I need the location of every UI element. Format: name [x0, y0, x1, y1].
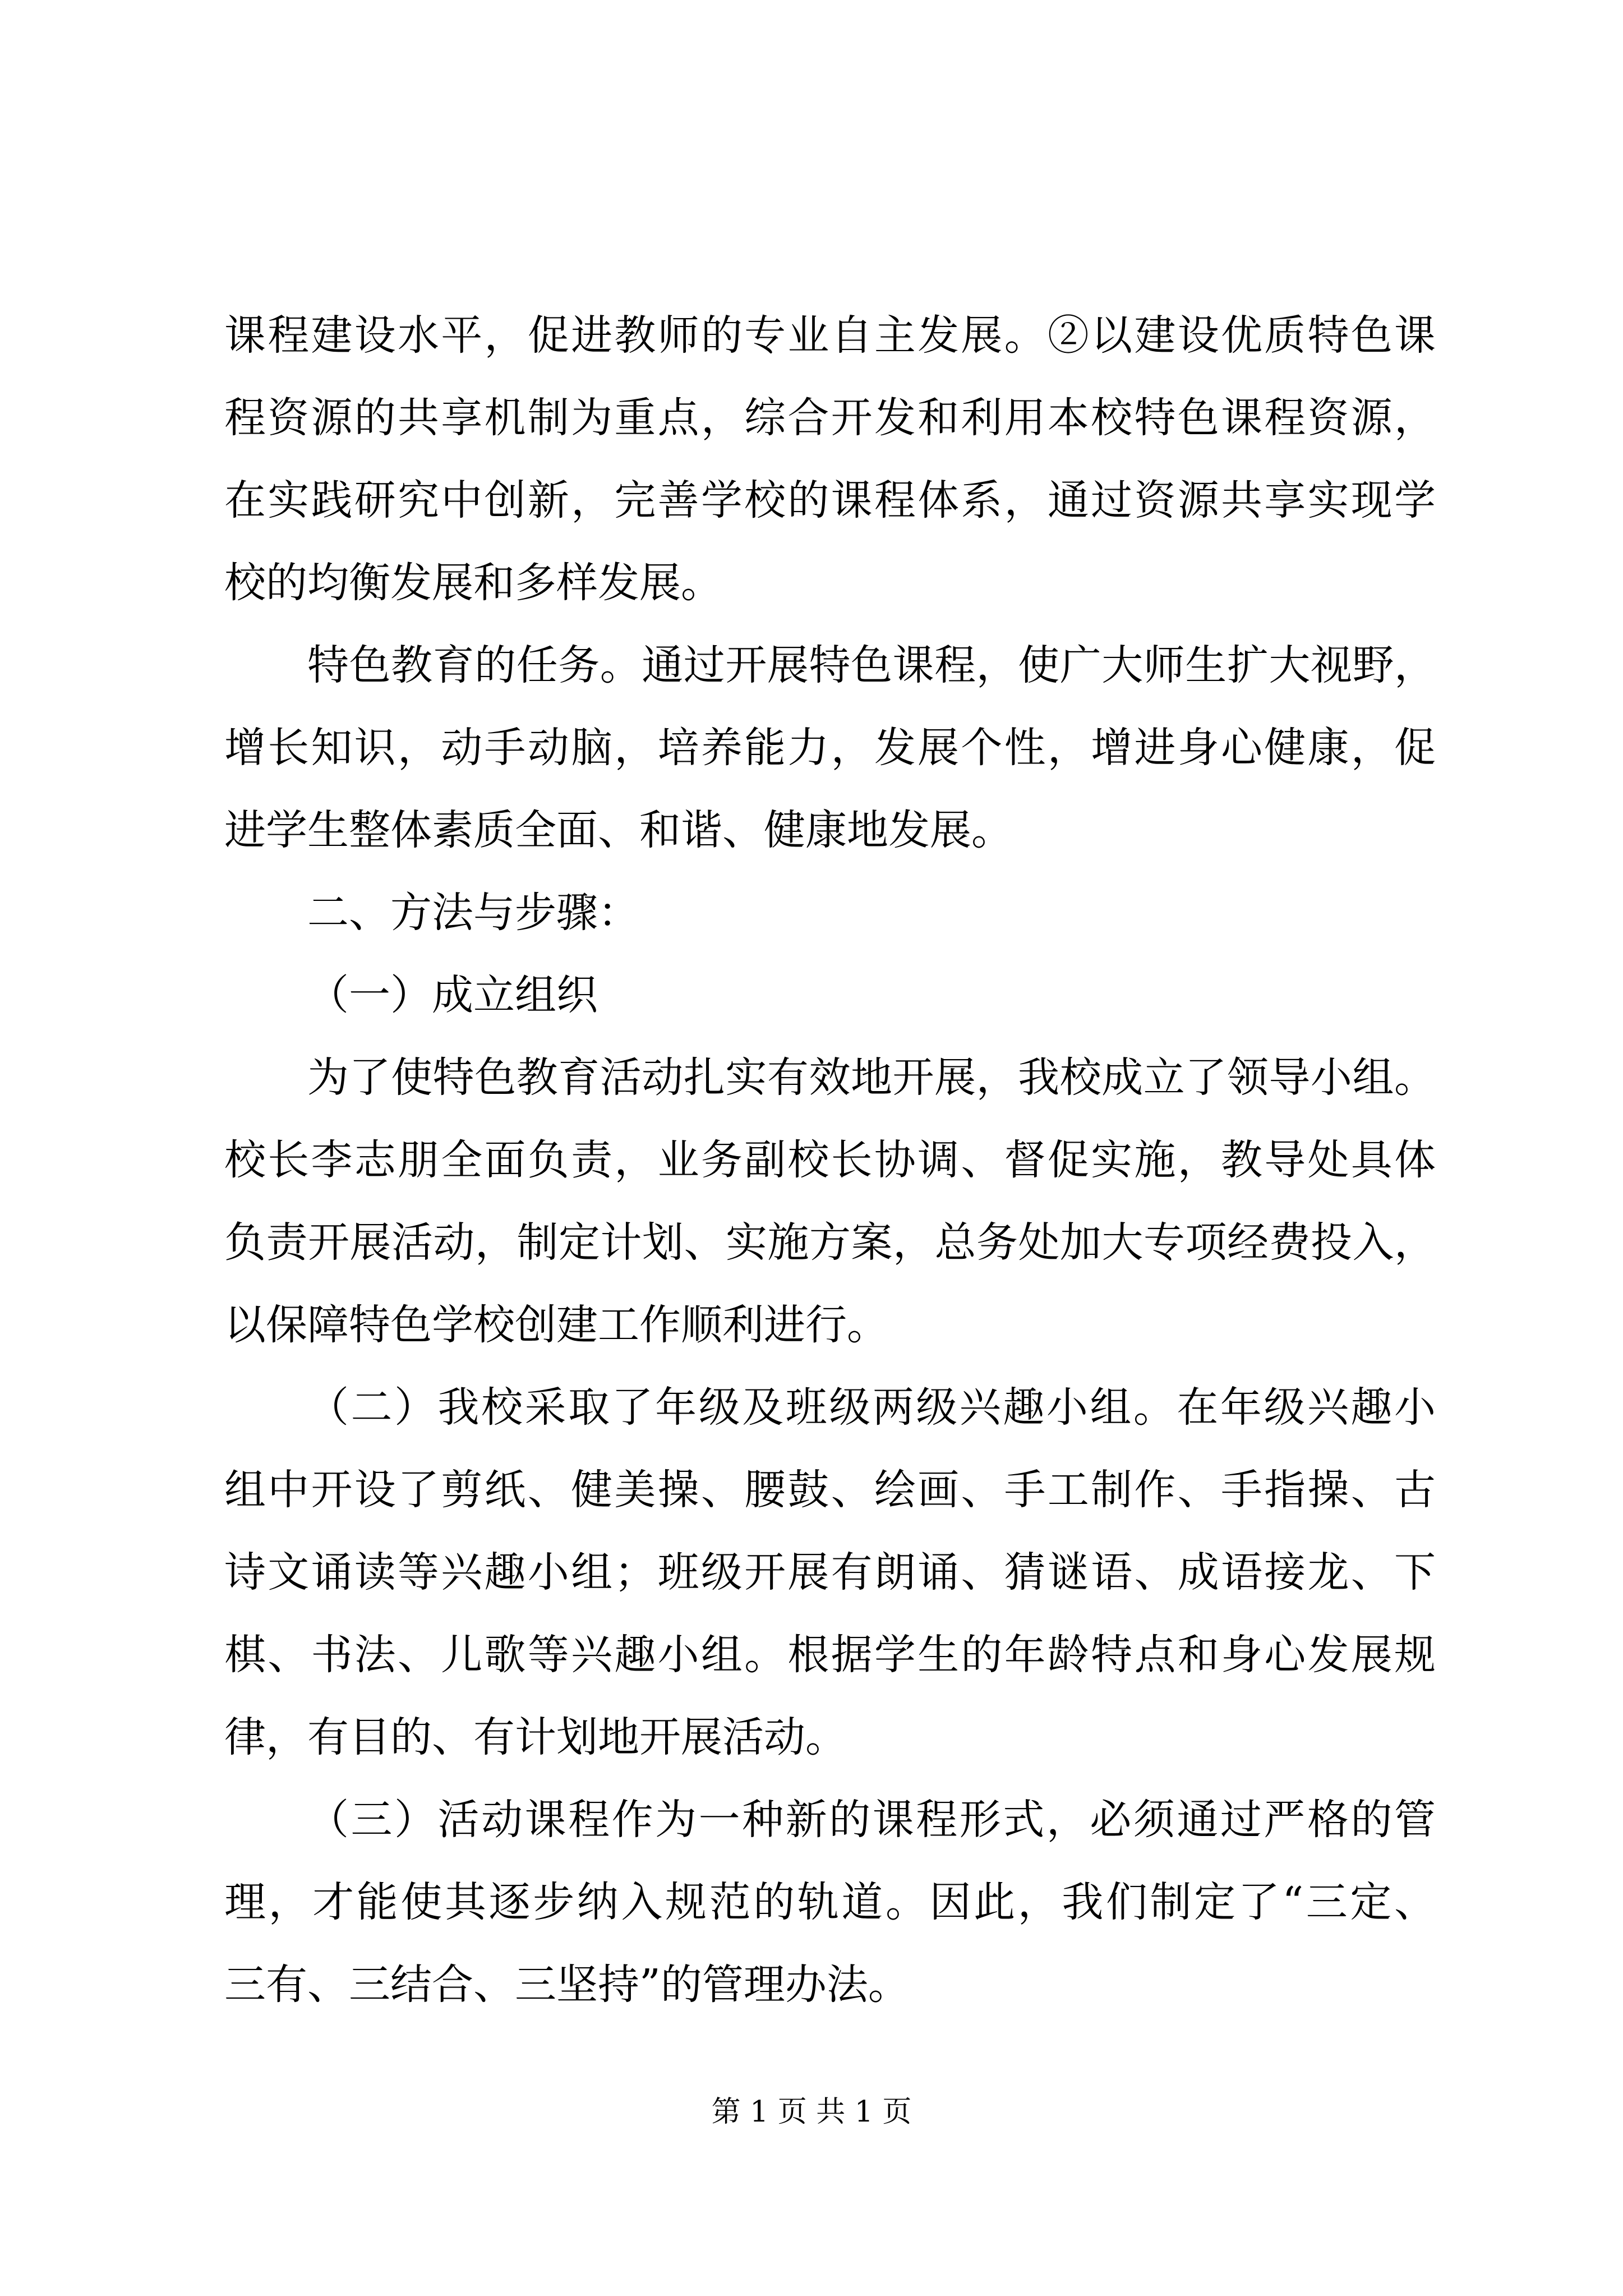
page-footer: 第 1 页 共 1 页: [711, 2095, 912, 2129]
paragraph-1-line-4: 校的均衡发展和多样发展。: [224, 559, 722, 607]
paragraph-4-line-4: 棋、书法、儿歌等兴趣小组。根据学生的年龄特点和身心发展规: [224, 1631, 1436, 1679]
paragraph-4-line-1: （二）我校采取了年级及班级两级兴趣小组。在年级兴趣小: [307, 1383, 1436, 1432]
paragraph-4-line-2: 组中开设了剪纸、健美操、腰鼓、绘画、手工制作、手指操、古: [224, 1466, 1436, 1514]
paragraph-5-line-1: （三）活动课程作为一种新的课程形式，必须通过严格的管: [307, 1796, 1436, 1844]
paragraph-3-line-3: 负责开展活动，制定计划、实施方案，总务处加大专项经费投入，: [224, 1218, 1436, 1267]
paragraph-2-line-3: 进学生整体素质全面、和谐、健康地发展。: [224, 806, 1013, 854]
paragraph-3-line-2: 校长李志朋全面负责，业务副校长协调、督促实施，教导处具体: [224, 1136, 1436, 1184]
paragraph-5-line-3: 三有、三结合、三坚持”的管理办法。: [224, 1961, 910, 2009]
paragraph-4-line-3: 诗文诵读等兴趣小组；班级开展有朗诵、猜谜语、成语接龙、下: [224, 1548, 1436, 1596]
paragraph-1-line-2: 程资源的共享机制为重点，综合开发和利用本校特色课程资源，: [224, 394, 1436, 442]
paragraph-3-line-4: 以保障特色学校创建工作顺利进行。: [224, 1301, 888, 1349]
section-heading-methods: 二、方法与步骤：: [307, 889, 639, 937]
subsection-heading-organization: （一）成立组织: [307, 971, 598, 1019]
paragraph-2-line-2: 增长知识，动手动脑，培养能力，发展个性，增进身心健康，促: [224, 724, 1436, 772]
paragraph-1-line-3: 在实践研究中创新，完善学校的课程体系，通过资源共享实现学: [224, 476, 1436, 524]
paragraph-4-line-5: 律，有目的、有计划地开展活动。: [224, 1713, 847, 1761]
paragraph-2-line-1: 特色教育的任务。通过开展特色课程，使广大师生扩大视野，: [307, 641, 1436, 689]
paragraph-5-line-2: 理，才能使其逐步纳入规范的轨道。因此，我们制定了“三定、: [224, 1878, 1436, 1926]
paragraph-3-line-1: 为了使特色教育活动扎实有效地开展，我校成立了领导小组。: [307, 1053, 1436, 1102]
paragraph-1-line-1: 课程建设水平，促进教师的专业自主发展。②以建设优质特色课: [224, 311, 1436, 360]
